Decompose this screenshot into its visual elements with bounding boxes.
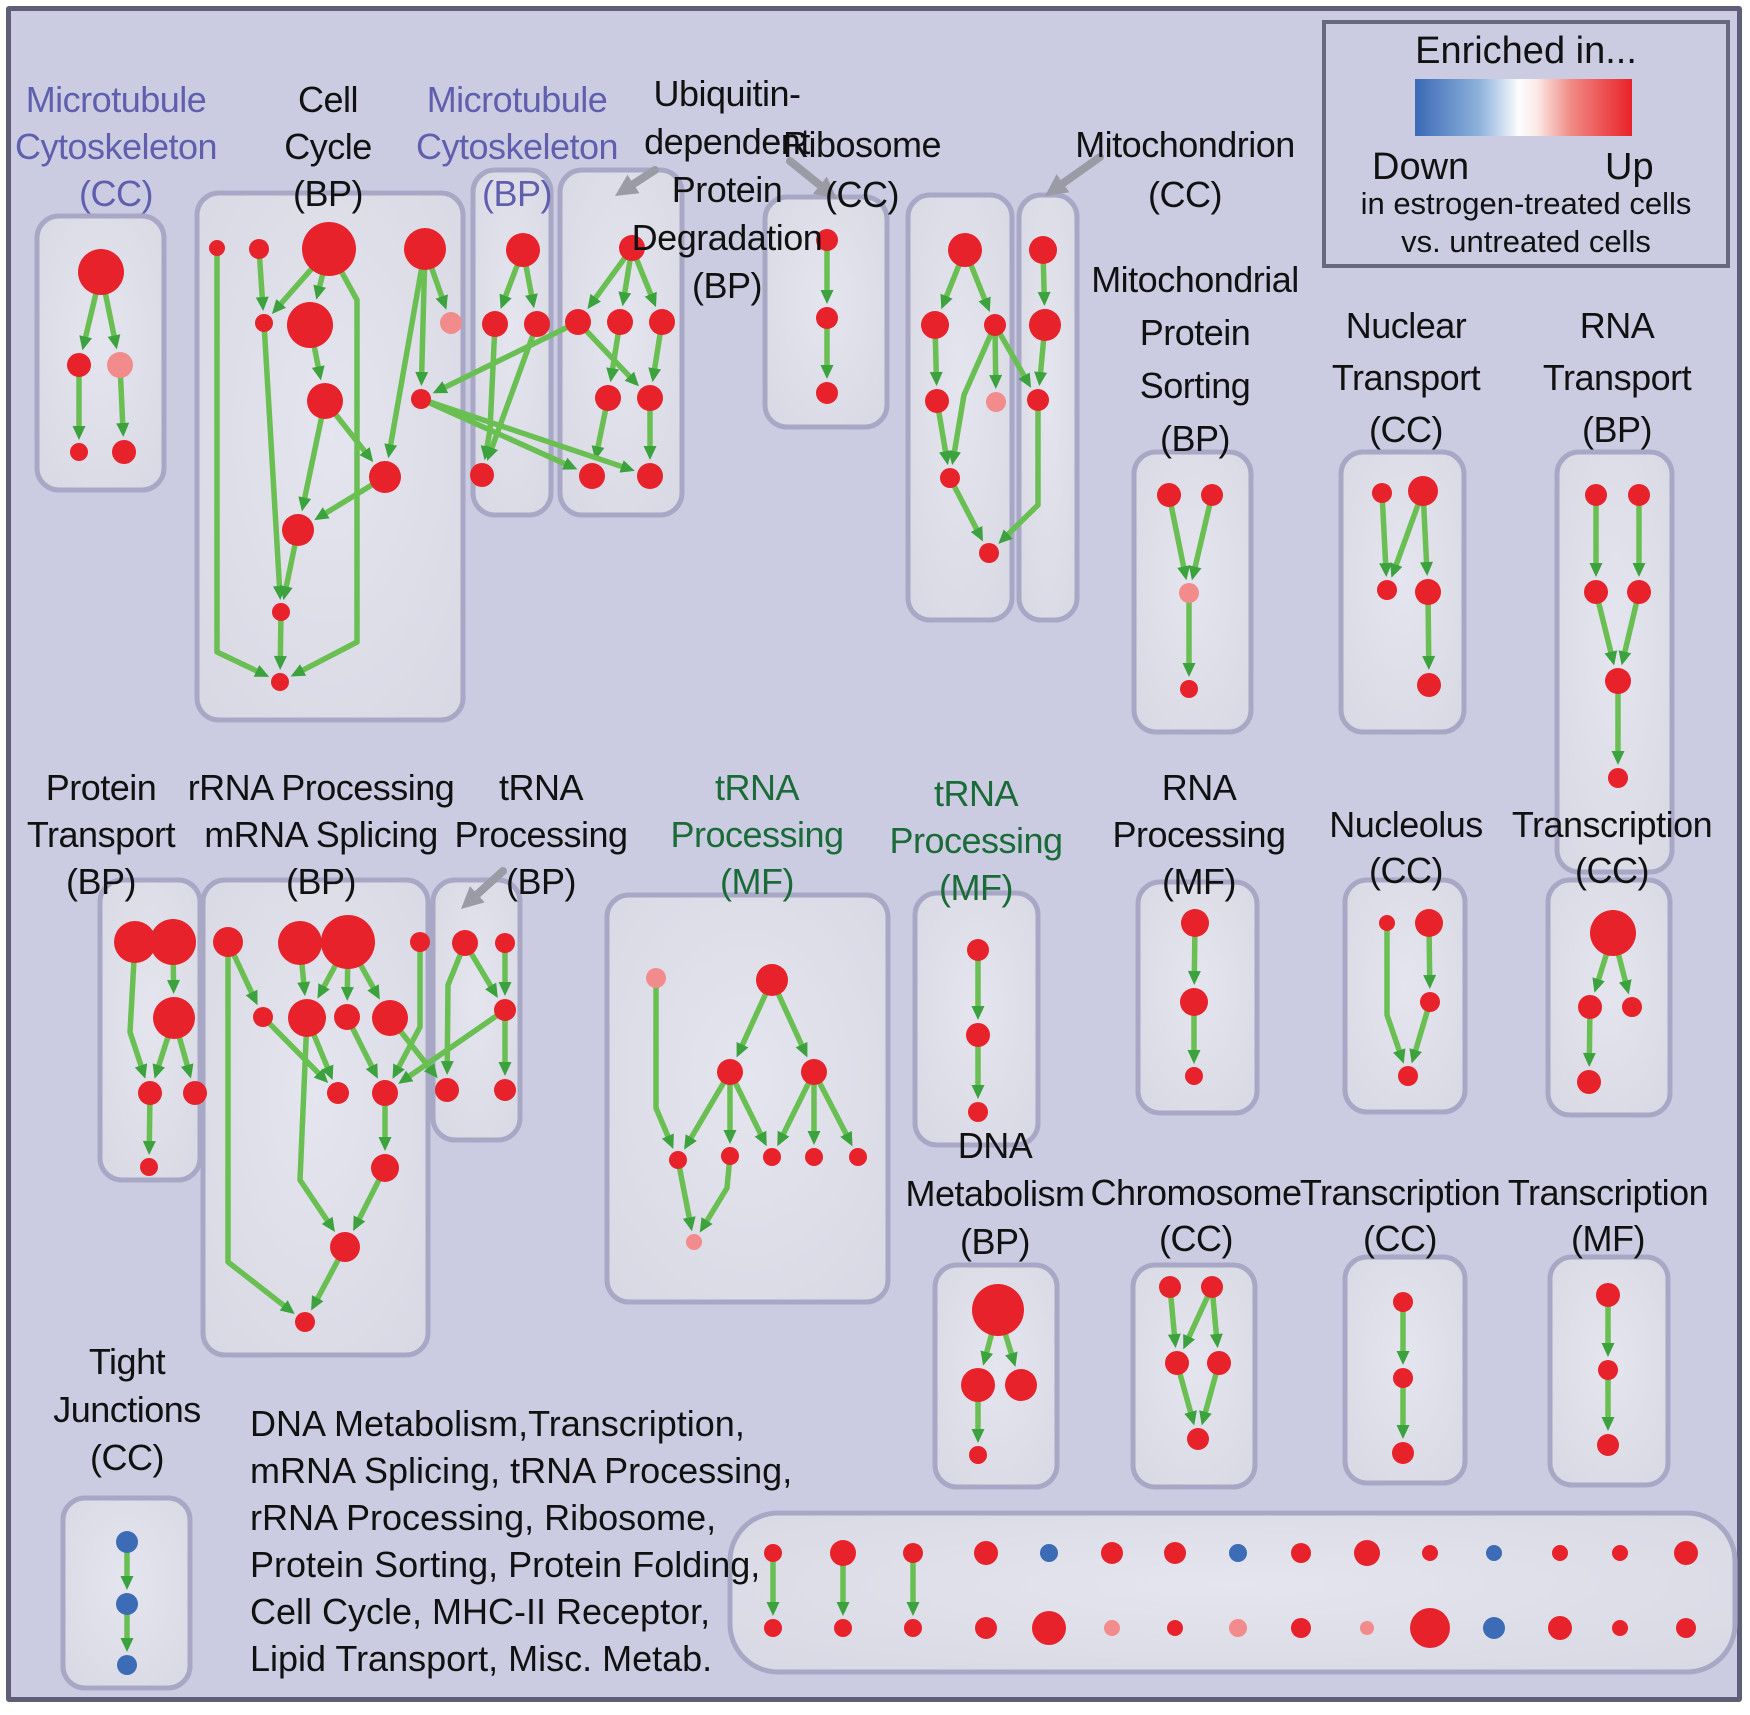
label-mt-bp-line: (BP) [481,173,552,214]
label-trna-bp [454,764,627,905]
label-mitochondrion [1075,120,1295,220]
label-nuclear-transport [1332,300,1480,456]
go-term-node-c2 [482,311,508,337]
go-term-node-a4 [70,443,88,461]
label-mt-cc [15,76,217,217]
go-term-node-m2 [1029,309,1061,341]
go-term-node-wt15 [1674,1541,1698,1565]
go-term-node-p3 [1179,583,1199,603]
label-protein-transport-line: Protein [45,767,157,808]
label-rna-processing-mf-line: (MF) [1162,861,1236,902]
label-dna-metabolism-line: (BP) [960,1221,1030,1262]
go-term-node-j1 [116,1531,138,1553]
label-rrna-mrna-line: mRNA Splicing [204,814,438,855]
go-term-node-wt11 [1422,1545,1438,1561]
label-ribosome-line: (CC) [825,174,899,215]
label-tight-junctions-line: (CC) [90,1437,164,1478]
annotation-line: DNA Metabolism,Transcription, [250,1403,745,1444]
go-term-node-e5 [253,1007,273,1027]
go-term-node-c3 [524,311,550,337]
go-term-node-wb2 [834,1619,852,1637]
go-term-node-b5 [255,314,273,332]
misc-categories-text [250,1400,792,1682]
label-mito-protein-sorting-line: Protein [1139,312,1251,353]
go-term-node-wb12 [1483,1617,1505,1639]
label-mt-cc-line: Microtubule [25,79,207,120]
label-tight-junctions [53,1338,201,1482]
go-term-node-l3 [1185,1067,1203,1085]
label-ubiquitin-line: Protein [671,169,783,210]
go-term-node-u5 [595,385,621,411]
go-term-node-j3 [117,1655,137,1675]
label-transcription-cc-bottom-line: (CC) [1363,1218,1437,1259]
go-term-node-wt7 [1164,1542,1186,1564]
label-dna-metabolism [905,1122,1084,1266]
go-term-node-y2 [1393,1368,1413,1388]
label-trna-bp-line: tRNA [498,767,583,808]
category-box-nuclear-transport [1341,452,1464,732]
go-term-node-e6 [288,999,326,1037]
go-term-node-t4 [138,1081,162,1105]
label-ubiquitin-line: (BP) [691,265,762,306]
go-term-node-h9 [849,1148,867,1166]
label-transcription-cc-mid-line: (CC) [1575,850,1649,891]
go-term-node-b11 [282,514,314,546]
label-rna-processing-mf-line: Processing [1112,814,1286,855]
go-term-node-e8 [372,1000,408,1036]
label-cell-cycle [284,76,372,217]
go-term-node-u6 [637,385,663,411]
label-trna-mf-large [670,764,843,905]
label-cell-cycle-line: (BP) [293,173,363,214]
label-rna-processing-mf [1112,764,1285,905]
go-term-node-f3 [494,999,516,1021]
go-term-node-wt2 [830,1540,856,1566]
go-term-node-l1 [1181,909,1209,937]
go-term-node-r3 [984,314,1006,336]
go-term-node-wt13 [1552,1545,1568,1561]
label-dna-metabolism-line: Metabolism [905,1173,1085,1214]
label-transcription-mf-line: (MF) [1571,1218,1645,1259]
go-term-node-q1 [1372,483,1392,503]
go-term-node-s2 [1628,484,1650,506]
label-transcription-cc-bottom-line: Transcription [1299,1172,1501,1213]
label-trna-mf-large-line: Processing [670,814,844,855]
label-trna-mf-large-line: tRNA [714,767,799,808]
go-term-node-h5 [669,1151,687,1169]
go-term-node-n4 [1398,1066,1418,1086]
go-term-node-x5 [1187,1428,1209,1450]
label-trna-bp-line: Processing [454,814,628,855]
go-term-node-n3 [1420,992,1440,1012]
go-term-node-wt5 [1040,1544,1058,1562]
go-term-node-e1 [213,927,243,957]
label-ubiquitin-line: Degradation [631,217,823,258]
go-term-node-wb4 [975,1617,997,1639]
go-term-node-r7 [979,543,999,563]
label-nucleolus-line: (CC) [1369,850,1443,891]
label-rna-transport-line: Transport [1542,357,1692,398]
category-box-chromosome [1133,1265,1255,1487]
label-rrna-mrna-line: (BP) [285,861,356,902]
go-term-node-u7 [579,463,605,489]
go-term-node-wb8 [1229,1619,1247,1637]
go-term-node-x4 [1207,1351,1231,1375]
label-trna-bp-line: (BP) [506,861,576,902]
go-term-node-t5 [183,1081,207,1105]
label-tight-junctions-line: Junctions [53,1389,201,1430]
go-term-node-wt12 [1486,1545,1502,1561]
label-transcription-cc-bottom [1300,1170,1500,1262]
label-mitochondrion-line: Mitochondrion [1075,124,1295,165]
go-term-node-b2 [249,239,269,259]
label-nuclear-transport-line: Transport [1331,357,1481,398]
label-mitochondrion-line: (CC) [1148,174,1222,215]
category-box-misc-summary [730,1513,1735,1672]
go-term-node-n2 [1415,909,1443,937]
go-term-node-wb15 [1676,1618,1696,1638]
go-term-node-wb13 [1548,1616,1572,1640]
label-trna-mf-small-line: tRNA [933,773,1018,814]
go-term-node-e9 [327,1082,349,1104]
label-cell-cycle-line: Cell [297,79,358,120]
go-term-node-z1 [1596,1283,1620,1307]
go-term-node-v3 [816,382,838,404]
label-mito-protein-sorting-line: Mitochondrial [1091,259,1299,300]
go-term-node-b4 [404,228,446,270]
annotation-line: Protein Sorting, Protein Folding, [250,1544,761,1585]
go-term-node-z3 [1597,1434,1619,1456]
go-term-node-s4 [1627,580,1651,604]
go-term-node-b13 [271,673,289,691]
label-mito-protein-sorting-line: Sorting [1139,365,1251,406]
label-protein-transport-line: Transport [26,814,176,855]
go-term-node-h1 [646,968,666,988]
label-ribosome-line: Ribosome [782,124,942,165]
go-term-node-q5 [1417,673,1441,697]
go-term-node-k2 [966,1023,990,1047]
label-tight-junctions-line: Tight [88,1341,166,1382]
label-transcription-cc-mid [1512,802,1712,894]
legend [1322,20,1730,268]
go-term-node-e11 [371,1154,399,1182]
go-term-node-p2 [1201,484,1223,506]
legend-subtitle-line1: in estrogen-treated cells [1360,186,1692,221]
go-term-node-wb11 [1410,1608,1450,1648]
label-mito-protein-sorting-line: (BP) [1159,418,1230,459]
go-term-node-b7 [440,312,462,334]
category-box-trna-mf-large [607,895,888,1302]
go-term-node-m3 [1027,389,1049,411]
go-term-node-d4 [969,1446,987,1464]
go-term-node-b10 [369,461,401,493]
go-term-node-wt6 [1101,1542,1123,1564]
go-term-node-v2 [816,307,838,329]
go-term-node-b3 [302,222,356,276]
go-term-node-r5 [986,392,1006,412]
go-term-node-f1 [452,930,478,956]
legend-down-label: Down [1372,146,1470,188]
label-trna-mf-large-line: (MF) [720,861,794,902]
label-protein-transport [27,764,175,905]
legend-subtitle-line2: vs. untreated cells [1401,224,1651,259]
label-rna-transport [1543,300,1691,456]
go-term-node-n1 [1379,915,1395,931]
go-term-node-s3 [1584,580,1608,604]
go-term-node-h4 [801,1059,827,1085]
label-chromosome-line: (CC) [1159,1218,1233,1259]
go-term-node-e10 [372,1080,398,1106]
go-term-node-e4 [410,932,430,952]
go-term-node-j2 [116,1593,138,1615]
label-ubiquitin-line: Ubiquitin- [653,73,801,114]
label-nucleolus [1329,802,1483,894]
go-term-node-e13 [295,1312,315,1332]
go-term-node-t3 [153,997,195,1039]
go-term-node-y3 [1392,1442,1414,1464]
annotation-line: Lipid Transport, Misc. Metab. [250,1638,713,1679]
go-term-node-r4 [925,389,949,413]
go-term-node-r6 [940,468,960,488]
go-term-node-r2 [921,311,949,339]
label-mt-bp-line: Microtubule [426,79,608,120]
go-term-node-k3 [968,1102,988,1122]
label-protein-transport-line: (BP) [66,861,136,902]
label-cell-cycle-line: Cycle [284,126,372,167]
go-term-node-s6 [1608,768,1628,788]
go-term-node-t6 [140,1158,158,1176]
go-term-node-t1 [114,921,156,963]
go-term-node-f2 [495,933,515,953]
label-rna-transport-line: RNA [1579,305,1655,346]
label-trna-mf-small [889,770,1062,911]
go-term-node-wb5 [1032,1611,1066,1645]
go-term-node-s5 [1605,668,1631,694]
go-term-node-wt4 [974,1541,998,1565]
label-nuclear-transport-line: (CC) [1369,409,1443,450]
go-term-node-z2 [1598,1360,1618,1380]
go-term-node-h7 [763,1148,781,1166]
go-term-node-wb10 [1360,1621,1374,1635]
go-term-node-h6 [721,1147,739,1165]
go-term-node-d3 [1005,1369,1037,1401]
go-term-node-o2 [1578,995,1602,1019]
go-term-node-u3 [607,309,633,335]
legend-title: Enriched in... [1415,30,1637,72]
go-term-node-e3 [321,915,375,969]
go-term-node-wt8 [1229,1544,1247,1562]
go-term-node-u4 [649,309,675,335]
go-term-node-h2 [756,964,788,996]
go-term-node-wt3 [903,1543,923,1563]
go-term-node-h10 [686,1234,702,1250]
go-term-node-e2 [278,921,322,965]
label-ubiquitin-line: dependent [644,121,810,162]
go-term-node-wb6 [1104,1620,1120,1636]
label-nucleolus-line: Nucleolus [1329,804,1483,845]
label-ribosome [783,120,941,220]
label-trna-mf-small-line: (MF) [939,867,1013,908]
go-term-node-q4 [1415,579,1441,605]
go-term-node-wb7 [1167,1620,1183,1636]
label-nuclear-transport-line: Nuclear [1345,305,1467,346]
go-term-node-u2 [565,309,591,335]
label-mt-cc-line: (CC) [79,173,153,214]
go-term-node-f5 [494,1079,516,1101]
go-term-node-b12 [272,603,290,621]
go-term-node-s1 [1585,484,1607,506]
label-mito-protein-sorting [1091,253,1299,465]
label-rna-transport-line: (BP) [1582,409,1652,450]
go-term-node-p4 [1180,680,1198,698]
go-term-node-q2 [1408,476,1438,506]
go-term-node-r1 [948,233,982,267]
go-term-node-u8 [637,463,663,489]
go-term-node-o4 [1577,1070,1601,1094]
legend-up-label: Up [1605,146,1654,188]
go-term-node-e7 [334,1004,360,1030]
go-term-node-c4 [470,463,494,487]
go-term-node-h8 [805,1148,823,1166]
go-term-node-a3 [107,352,133,378]
label-rna-processing-mf-line: RNA [1161,767,1237,808]
go-term-node-o3 [1622,997,1642,1017]
go-term-node-x2 [1201,1276,1223,1298]
go-term-node-m1 [1029,236,1057,264]
go-term-node-wb9 [1291,1618,1311,1638]
go-term-node-d1 [972,1284,1024,1336]
go-term-node-x1 [1159,1276,1181,1298]
go-term-node-b1 [209,240,225,256]
go-term-node-a2 [67,353,91,377]
go-term-node-b9 [411,389,431,409]
go-term-node-b8 [307,383,343,419]
go-term-node-wt14 [1612,1545,1628,1561]
annotation-line: mRNA Splicing, tRNA Processing, [250,1450,793,1491]
go-term-node-a1 [78,249,124,295]
go-term-node-p1 [1157,483,1181,507]
label-chromosome-line: Chromosome [1090,1172,1302,1213]
go-term-node-k1 [967,939,989,961]
go-term-node-h3 [717,1059,743,1085]
annotation-line: Cell Cycle, MHC-II Receptor, [250,1591,711,1632]
label-rrna-mrna-line: rRNA Processing [187,767,455,808]
go-term-node-wt10 [1354,1540,1380,1566]
go-term-node-x3 [1165,1351,1189,1375]
go-term-node-t2 [150,919,196,965]
go-term-node-f4 [435,1078,459,1102]
label-chromosome [1090,1170,1301,1262]
label-transcription-mf-line: Transcription [1507,1172,1709,1213]
go-term-node-a5 [112,440,136,464]
label-transcription-mf [1508,1170,1708,1262]
label-transcription-cc-mid-line: Transcription [1511,804,1713,845]
label-mt-cc-line: Cytoskeleton [14,126,218,167]
label-mt-bp-line: Cytoskeleton [415,126,619,167]
go-term-node-c1 [506,233,540,267]
go-term-node-e12 [330,1232,360,1262]
go-term-node-l2 [1180,988,1208,1016]
go-term-node-y1 [1393,1292,1413,1312]
go-term-node-wt9 [1291,1543,1311,1563]
go-term-node-d2 [961,1368,995,1402]
legend-gradient-bar [1415,79,1632,136]
go-term-node-o1 [1590,910,1636,956]
label-trna-mf-small-line: Processing [889,820,1063,861]
edge-q1-q3 [1382,493,1386,563]
go-term-node-wb3 [904,1619,922,1637]
go-term-node-b6 [287,302,333,348]
go-term-node-q3 [1377,580,1397,600]
label-rrna-mrna [188,764,455,905]
label-mt-bp [416,76,618,217]
annotation-line: rRNA Processing, Ribosome, [250,1497,717,1538]
label-dna-metabolism-line: DNA [957,1125,1033,1166]
go-term-node-wb14 [1612,1620,1628,1636]
